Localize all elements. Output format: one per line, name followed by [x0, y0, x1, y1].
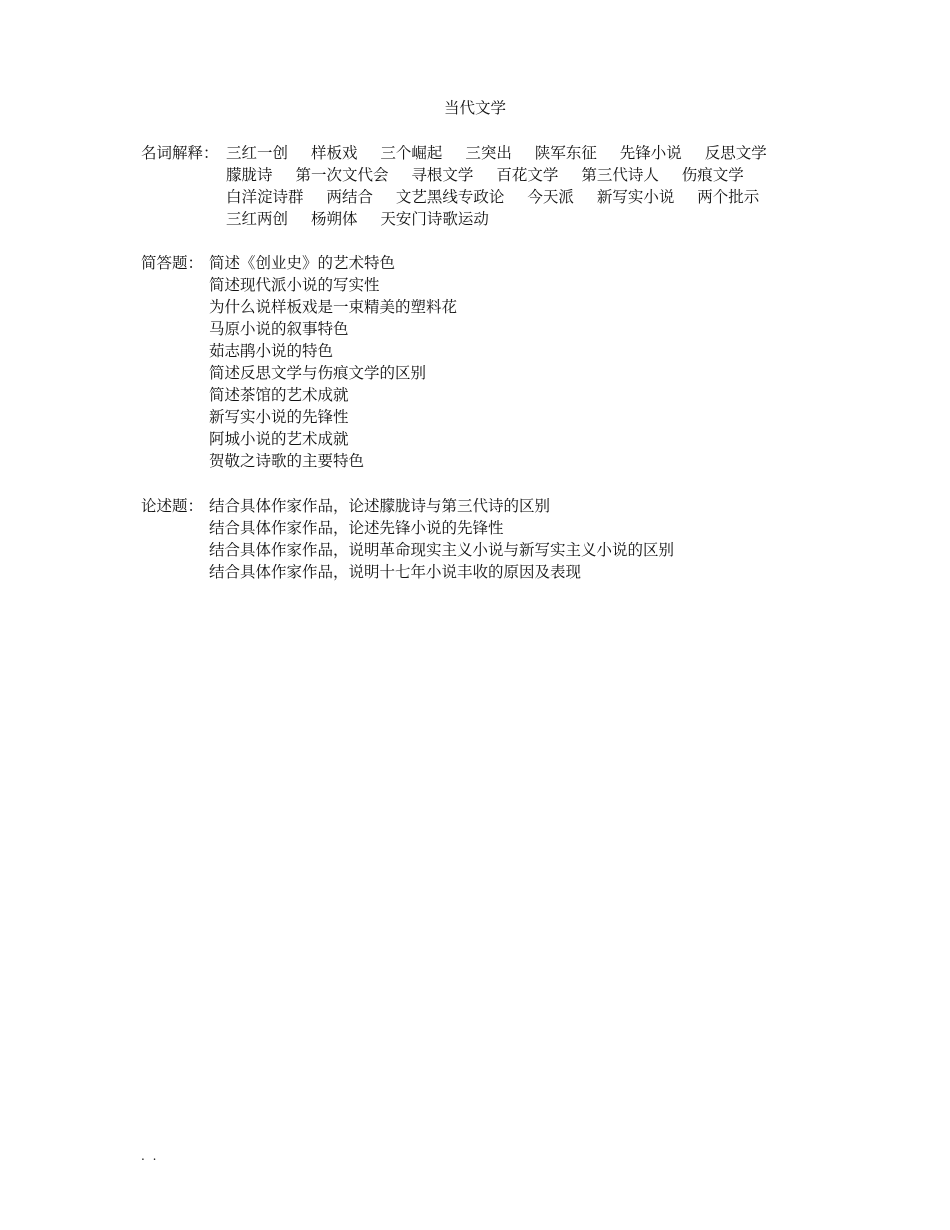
list-item: 新写实小说的先锋性 [209, 408, 349, 426]
footer-mark: . . [141, 1149, 159, 1163]
term: 文艺黑线专政论 [395, 188, 505, 206]
term: 百花文学 [496, 166, 559, 184]
term: 两结合 [326, 188, 373, 206]
page-title: 当代文学 [443, 99, 506, 117]
term: 第一次文代会 [295, 166, 389, 184]
terms-label: 名词解释： [141, 144, 219, 162]
term: 先锋小说 [619, 144, 682, 162]
list-item: 简述茶馆的艺术成就 [209, 386, 349, 404]
list-item: 结合具体作家作品，论述先锋小说的先锋性 [209, 519, 504, 537]
essay-label: 论述题： [141, 497, 204, 515]
list-item: 简述《创业史》的艺术特色 [209, 254, 396, 272]
list-item: 简述反思文学与伤痕文学的区别 [209, 364, 427, 382]
term: 白洋淀诗群 [226, 188, 304, 206]
term-row [226, 208, 767, 230]
term: 三红两创 [226, 210, 289, 228]
list-item: 简述现代派小说的写实性 [209, 276, 380, 294]
term-row [226, 186, 767, 208]
list-item: 茹志鹃小说的特色 [209, 342, 334, 360]
term: 朦胧诗 [226, 166, 273, 184]
list-item: 阿城小说的艺术成就 [209, 430, 349, 448]
list-item: 结合具体作家作品，论述朦胧诗与第三代诗的区别 [209, 497, 551, 515]
list-item: 贺敬之诗歌的主要特色 [209, 452, 365, 470]
list-item: 结合具体作家作品，说明十七年小说丰收的原因及表现 [209, 563, 582, 581]
term: 今天派 [527, 188, 574, 206]
term: 两个批示 [697, 188, 760, 206]
short-answer-list [209, 252, 457, 472]
term: 陕军东征 [534, 144, 597, 162]
term-row [226, 142, 767, 164]
term: 伤痕文学 [681, 166, 744, 184]
term: 杨朔体 [310, 210, 358, 228]
term: 样板戏 [310, 144, 358, 162]
list-item: 结合具体作家作品，说明革命现实主义小说与新写实主义小说的区别 [209, 541, 675, 559]
term: 第三代诗人 [581, 166, 659, 184]
short-answer-label: 简答题： [141, 254, 204, 272]
list-item: 为什么说样板戏是一束精美的塑料花 [209, 298, 458, 316]
term: 三红一创 [226, 144, 289, 162]
term: 寻根文学 [411, 166, 474, 184]
essay-list [209, 495, 674, 583]
term: 新写实小说 [596, 188, 675, 206]
term-row [226, 164, 767, 186]
term: 三个崛起 [380, 144, 443, 162]
term: 三突出 [465, 144, 512, 162]
term: 反思文学 [704, 144, 767, 162]
list-item: 马原小说的叙事特色 [209, 320, 349, 338]
terms-list [226, 142, 767, 230]
term: 天安门诗歌运动 [380, 210, 489, 228]
